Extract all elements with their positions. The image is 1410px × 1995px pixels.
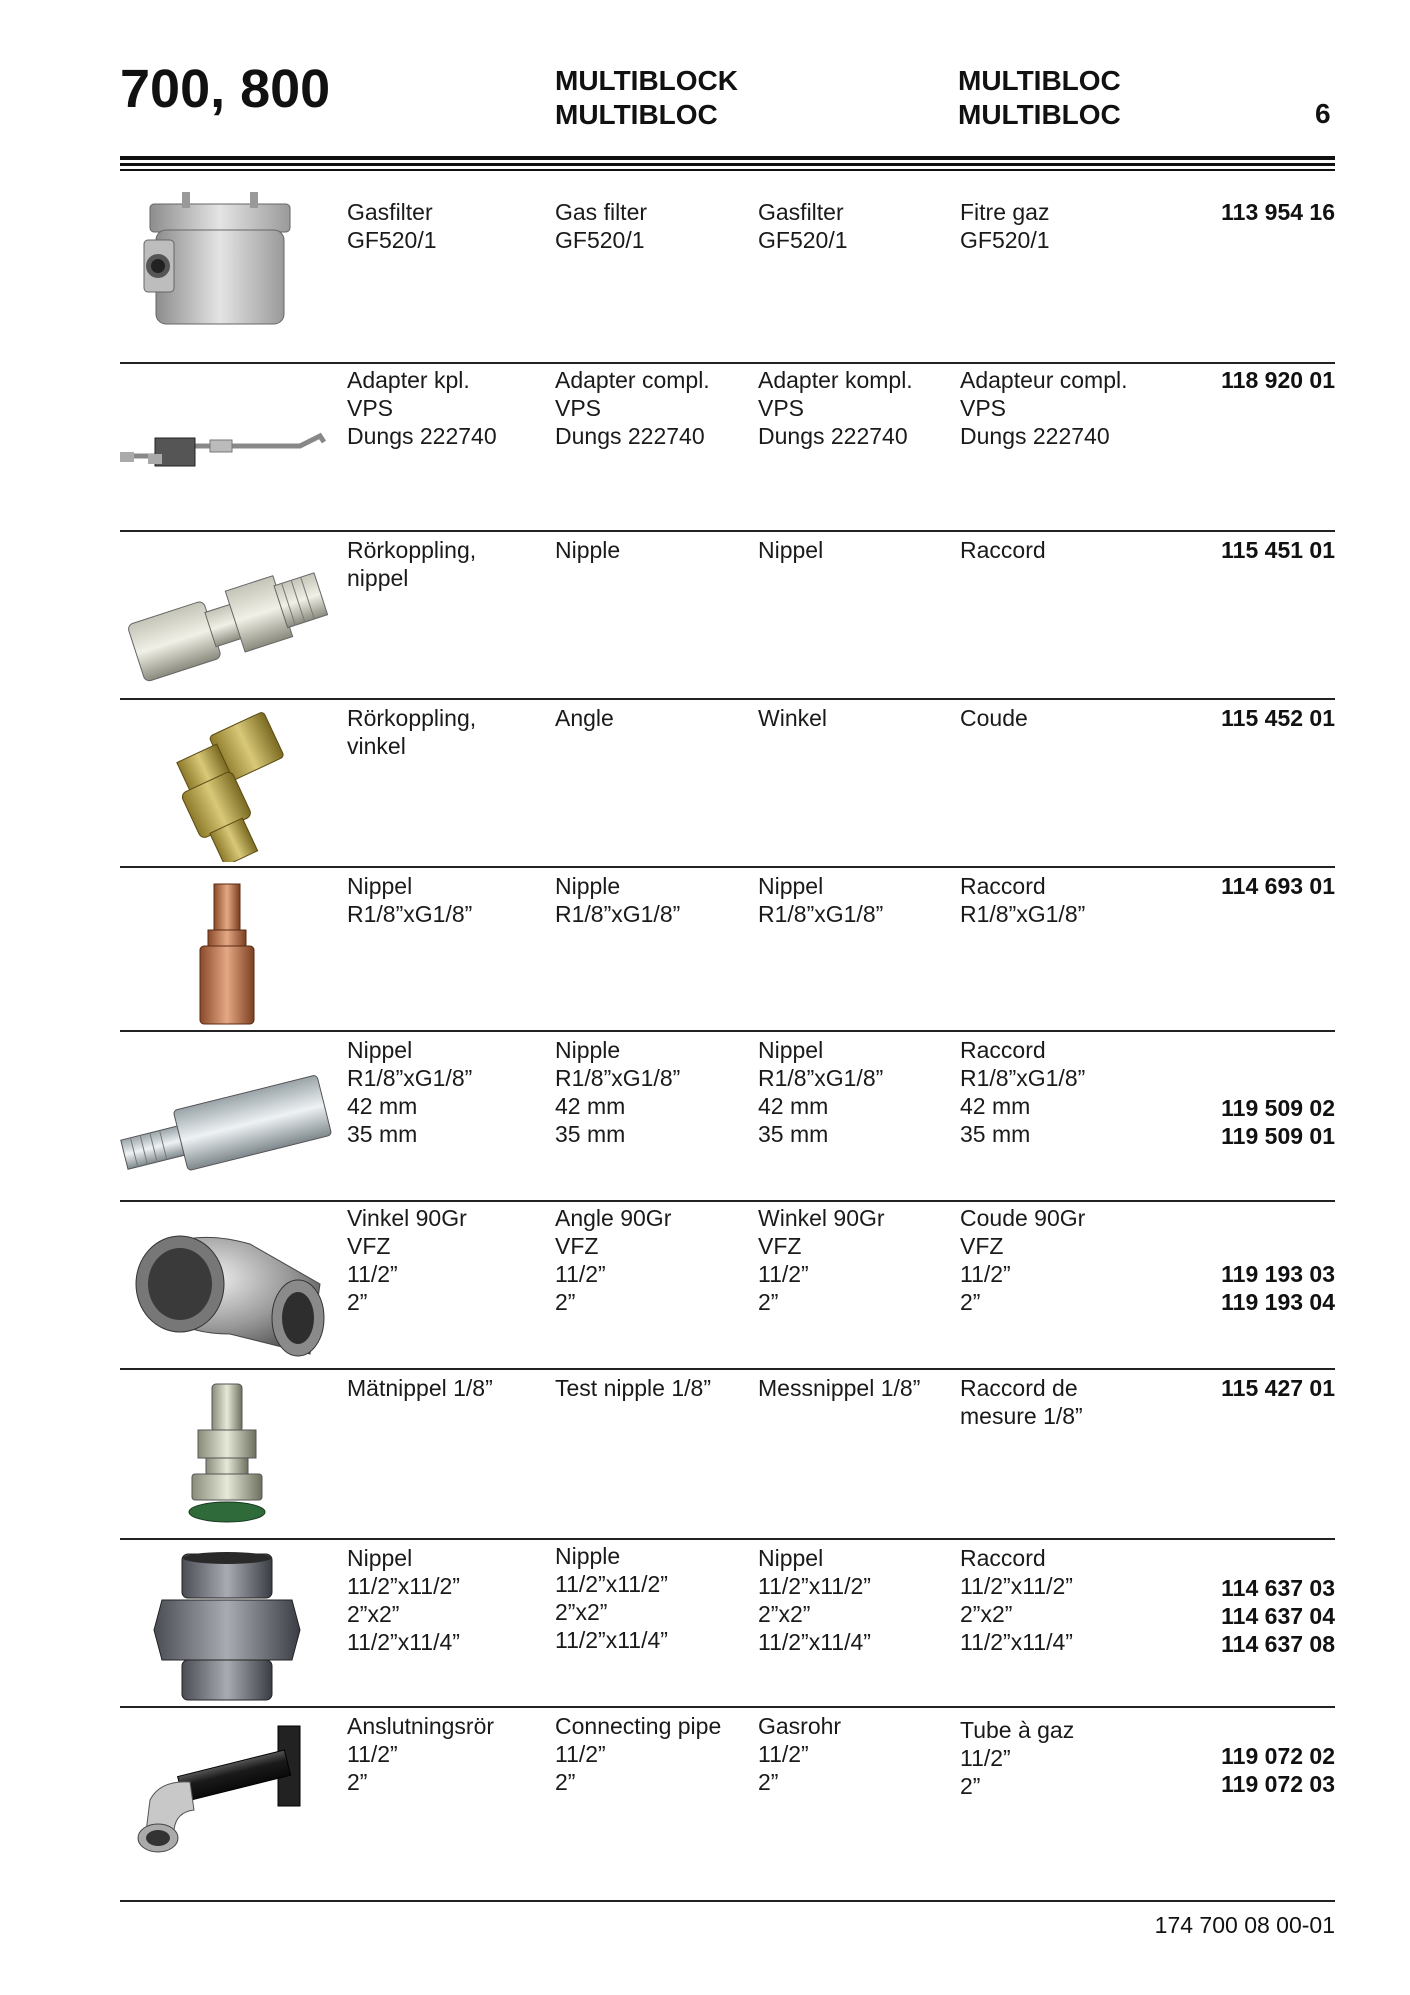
desc-line: Nippel — [758, 537, 824, 563]
desc-line: 2”x2” — [960, 1601, 1013, 1627]
desc-french — [960, 704, 1028, 732]
desc-swedish — [347, 1712, 494, 1796]
part-number-line: 115 452 01 — [1221, 705, 1335, 731]
part-row — [120, 530, 1335, 698]
desc-english — [555, 704, 614, 732]
row-divider — [120, 1200, 1335, 1202]
desc-line: Nippel — [347, 1545, 413, 1571]
desc-line: Test nipple 1/8” — [555, 1375, 711, 1401]
desc-swedish — [347, 366, 497, 450]
part-number-line: 118 920 01 — [1221, 367, 1335, 393]
hex-nipple-image — [120, 1552, 335, 1702]
page-number: 6 — [1315, 98, 1331, 129]
desc-french — [960, 1716, 1074, 1800]
part-number-line: 119 509 01 — [1221, 1123, 1335, 1149]
desc-line: Fitre gaz — [960, 199, 1050, 225]
desc-line: Raccord — [960, 1037, 1046, 1063]
desc-line: R1/8”xG1/8” — [555, 901, 681, 927]
header-col-2-line-1: MULTIBLOC — [958, 65, 1121, 96]
desc-line: R1/8”xG1/8” — [960, 901, 1086, 927]
desc-line: Dungs 222740 — [758, 423, 908, 449]
part-row — [120, 1706, 1335, 1896]
desc-line: Winkel — [758, 705, 828, 731]
desc-german — [758, 366, 913, 450]
desc-german — [758, 1544, 871, 1656]
desc-german — [758, 1036, 883, 1148]
desc-line: Nippel — [758, 1545, 824, 1571]
header-col-2 — [958, 64, 1121, 132]
row-divider — [120, 362, 1335, 364]
desc-line: VFZ — [960, 1233, 1004, 1259]
desc-french — [960, 1374, 1083, 1430]
desc-line: Tube à gaz — [960, 1717, 1075, 1743]
part-number — [1221, 1038, 1335, 1150]
part-number — [1221, 198, 1335, 226]
desc-line: Nippel — [758, 1037, 824, 1063]
desc-line: 2” — [960, 1773, 981, 1799]
desc-line: Connecting pipe — [555, 1713, 722, 1739]
desc-line: VPS — [960, 395, 1007, 421]
part-number-line: 114 637 03 — [1221, 1575, 1335, 1601]
header-rule-thin — [120, 169, 1335, 171]
header-col-2-line-2: MULTIBLOC — [958, 99, 1121, 130]
desc-swedish — [347, 704, 476, 760]
desc-french — [960, 1544, 1073, 1656]
desc-line: 35 mm — [347, 1121, 418, 1147]
desc-line: 11/2”x11/4” — [347, 1629, 460, 1655]
part-number-line: 115 451 01 — [1221, 537, 1335, 563]
desc-line: 11/2” — [960, 1745, 1011, 1771]
desc-line: 2”x2” — [555, 1599, 608, 1625]
desc-line: 11/2”x11/4” — [555, 1627, 668, 1653]
desc-line: Gasfilter — [758, 199, 844, 225]
part-row — [120, 698, 1335, 866]
nipple-coupling-image — [120, 544, 335, 694]
desc-line: VPS — [758, 395, 805, 421]
desc-german — [758, 872, 883, 928]
desc-line: mesure 1/8” — [960, 1403, 1083, 1429]
desc-french — [960, 366, 1127, 450]
desc-line: 11/2”x11/4” — [960, 1629, 1073, 1655]
desc-german — [758, 1374, 920, 1402]
part-number — [1221, 872, 1335, 900]
part-number-line: 113 954 16 — [1221, 199, 1335, 225]
header-model: 700, 800 — [120, 59, 331, 119]
desc-swedish — [347, 536, 476, 592]
desc-line: Messnippel 1/8” — [758, 1375, 921, 1401]
desc-line: 11/2”x11/2” — [960, 1573, 1073, 1599]
part-number-line — [1221, 1204, 1335, 1232]
part-number — [1221, 1546, 1335, 1658]
desc-line: Nippel — [347, 1037, 413, 1063]
copper-nipple-image — [120, 880, 335, 1030]
desc-line: Coude 90Gr — [960, 1205, 1086, 1231]
desc-line: 11/2” — [555, 1261, 606, 1287]
desc-line: VPS — [347, 395, 394, 421]
part-number — [1221, 1204, 1335, 1316]
desc-french — [960, 1036, 1085, 1148]
desc-line: 11/2” — [758, 1261, 809, 1287]
desc-line: Vinkel 90Gr — [347, 1205, 467, 1231]
header-col-1-line-1: MULTIBLOCK — [555, 65, 738, 96]
desc-line: R1/8”xG1/8” — [758, 1065, 884, 1091]
desc-line: Gasfilter — [347, 199, 433, 225]
header-rule-mid — [120, 163, 1335, 166]
desc-line: VFZ — [758, 1233, 802, 1259]
desc-line: R1/8”xG1/8” — [555, 1065, 681, 1091]
desc-line: Adapter kompl. — [758, 367, 913, 393]
desc-line: Gasrohr — [758, 1713, 842, 1739]
elbow-90-image — [120, 1214, 335, 1364]
desc-line: R1/8”xG1/8” — [347, 1065, 473, 1091]
desc-line: 11/2”x11/2” — [758, 1573, 871, 1599]
desc-line: Raccord — [960, 537, 1046, 563]
desc-line: Adapter kpl. — [347, 367, 470, 393]
part-number — [1221, 1714, 1335, 1798]
desc-line: 11/2” — [347, 1261, 398, 1287]
desc-line: VFZ — [555, 1233, 599, 1259]
test-nipple-image — [120, 1382, 335, 1532]
desc-english — [555, 1712, 721, 1796]
header-col-1 — [555, 64, 738, 132]
desc-line: 11/2” — [555, 1741, 606, 1767]
part-number-line: 119 193 04 — [1221, 1289, 1335, 1315]
desc-german — [758, 536, 823, 564]
desc-swedish — [347, 1204, 467, 1316]
desc-line: VFZ — [347, 1233, 391, 1259]
desc-french — [960, 872, 1085, 928]
desc-line: 2” — [758, 1769, 779, 1795]
desc-line: Rörkoppling, — [347, 705, 477, 731]
desc-english — [555, 366, 710, 450]
desc-line: 11/2” — [347, 1741, 398, 1767]
desc-line: vinkel — [347, 733, 406, 759]
desc-english — [555, 198, 647, 254]
row-divider — [120, 1030, 1335, 1032]
header-rule-thick — [120, 156, 1335, 160]
desc-line: Mätnippel 1/8” — [347, 1375, 493, 1401]
desc-line: 2” — [758, 1289, 779, 1315]
desc-english — [555, 1374, 711, 1402]
desc-line: Adapter compl. — [555, 367, 710, 393]
part-number-line — [1221, 1714, 1335, 1742]
desc-swedish — [347, 872, 472, 928]
part-number-line: 119 509 02 — [1221, 1095, 1335, 1121]
desc-swedish — [347, 1374, 493, 1402]
desc-english — [555, 1542, 668, 1654]
desc-english — [555, 536, 620, 564]
desc-line: GF520/1 — [555, 227, 645, 253]
desc-line: Coude — [960, 705, 1028, 731]
part-number-line — [1221, 1546, 1335, 1574]
steel-nipple-image — [120, 1044, 335, 1194]
part-number-line: 119 072 03 — [1221, 1771, 1335, 1797]
part-number-line — [1221, 1038, 1335, 1066]
desc-line: Nipple — [555, 1037, 621, 1063]
desc-line: 2” — [555, 1769, 576, 1795]
desc-line: Nippel — [347, 873, 413, 899]
desc-line: Dungs 222740 — [960, 423, 1110, 449]
desc-line: Angle 90Gr — [555, 1205, 672, 1231]
row-divider — [120, 530, 1335, 532]
desc-line: 35 mm — [960, 1121, 1031, 1147]
desc-german — [758, 1204, 885, 1316]
part-row — [120, 1538, 1335, 1706]
desc-line: 11/2” — [960, 1261, 1011, 1287]
desc-line: Raccord — [960, 1545, 1046, 1571]
desc-line: 35 mm — [555, 1121, 626, 1147]
desc-line: Dungs 222740 — [555, 423, 705, 449]
desc-line: nippel — [347, 565, 409, 591]
desc-line: 11/2” — [758, 1741, 809, 1767]
desc-line: Gas filter — [555, 199, 648, 225]
desc-line: 42 mm — [555, 1093, 626, 1119]
desc-line: Dungs 222740 — [347, 423, 497, 449]
part-number-line — [1221, 1232, 1335, 1260]
part-row — [120, 362, 1335, 530]
desc-line: 2” — [347, 1289, 368, 1315]
row-divider — [120, 698, 1335, 700]
desc-french — [960, 536, 1046, 564]
part-number — [1221, 704, 1335, 732]
part-row — [120, 1368, 1335, 1538]
row-divider — [120, 1368, 1335, 1370]
header-col-1-line-2: MULTIBLOC — [555, 99, 718, 130]
desc-line: GF520/1 — [960, 227, 1050, 253]
desc-line: Raccord — [960, 873, 1046, 899]
gas-filter-image — [120, 192, 335, 342]
part-number-line: 119 072 02 — [1221, 1743, 1335, 1769]
desc-line: 2”x2” — [758, 1601, 811, 1627]
desc-line: Angle — [555, 705, 614, 731]
desc-line: R1/8”xG1/8” — [758, 901, 884, 927]
desc-line: 42 mm — [758, 1093, 829, 1119]
desc-line: GF520/1 — [347, 227, 437, 253]
part-row — [120, 192, 1335, 362]
part-number-line: 119 193 03 — [1221, 1261, 1335, 1287]
desc-line: 42 mm — [347, 1093, 418, 1119]
desc-french — [960, 1204, 1085, 1316]
desc-english — [555, 1036, 680, 1148]
desc-line: R1/8”xG1/8” — [960, 1065, 1086, 1091]
desc-line: 42 mm — [960, 1093, 1031, 1119]
part-number-line: 114 693 01 — [1221, 873, 1335, 899]
desc-swedish — [347, 1544, 460, 1656]
part-number — [1221, 366, 1335, 394]
part-number — [1221, 536, 1335, 564]
desc-line: VPS — [555, 395, 602, 421]
angle-coupling-image — [120, 712, 335, 862]
row-divider — [120, 1538, 1335, 1540]
desc-line: Nipple — [555, 537, 621, 563]
desc-line: Winkel 90Gr — [758, 1205, 885, 1231]
desc-line: GF520/1 — [758, 227, 848, 253]
desc-line: 35 mm — [758, 1121, 829, 1147]
desc-line: 2” — [347, 1769, 368, 1795]
desc-german — [758, 198, 848, 254]
part-number — [1221, 1374, 1335, 1402]
part-number-line: 114 637 04 — [1221, 1603, 1335, 1629]
desc-line: Rörkoppling, — [347, 537, 477, 563]
desc-swedish — [347, 1036, 472, 1148]
desc-line: 11/2”x11/2” — [555, 1571, 668, 1597]
adapter-image — [120, 376, 335, 526]
desc-line: 2” — [555, 1289, 576, 1315]
desc-line: Adapteur compl. — [960, 367, 1128, 393]
part-number-line — [1221, 1066, 1335, 1094]
desc-line: Nipple — [555, 1543, 621, 1569]
part-row — [120, 1200, 1335, 1368]
desc-line: Raccord de — [960, 1375, 1078, 1401]
row-divider — [120, 1706, 1335, 1708]
desc-line: Anslutningsrör — [347, 1713, 495, 1739]
desc-line: Nipple — [555, 873, 621, 899]
footer-doc-number: 174 700 08 00-01 — [1154, 1912, 1335, 1938]
desc-english — [555, 872, 680, 928]
row-divider — [120, 866, 1335, 868]
desc-swedish — [347, 198, 437, 254]
connecting-pipe-image — [120, 1720, 335, 1870]
part-number-line: 115 427 01 — [1221, 1375, 1335, 1401]
part-row — [120, 866, 1335, 1030]
desc-english — [555, 1204, 671, 1316]
desc-french — [960, 198, 1050, 254]
desc-line: Nippel — [758, 873, 824, 899]
desc-line: 2”x2” — [347, 1601, 400, 1627]
desc-line: 11/2”x11/4” — [758, 1629, 871, 1655]
desc-line: 2” — [960, 1289, 981, 1315]
desc-line: R1/8”xG1/8” — [347, 901, 473, 927]
footer-rule — [120, 1900, 1335, 1902]
part-number-line: 114 637 08 — [1221, 1631, 1335, 1657]
desc-german — [758, 704, 827, 732]
desc-line: 11/2”x11/2” — [347, 1573, 460, 1599]
desc-german — [758, 1712, 841, 1796]
part-row — [120, 1030, 1335, 1200]
